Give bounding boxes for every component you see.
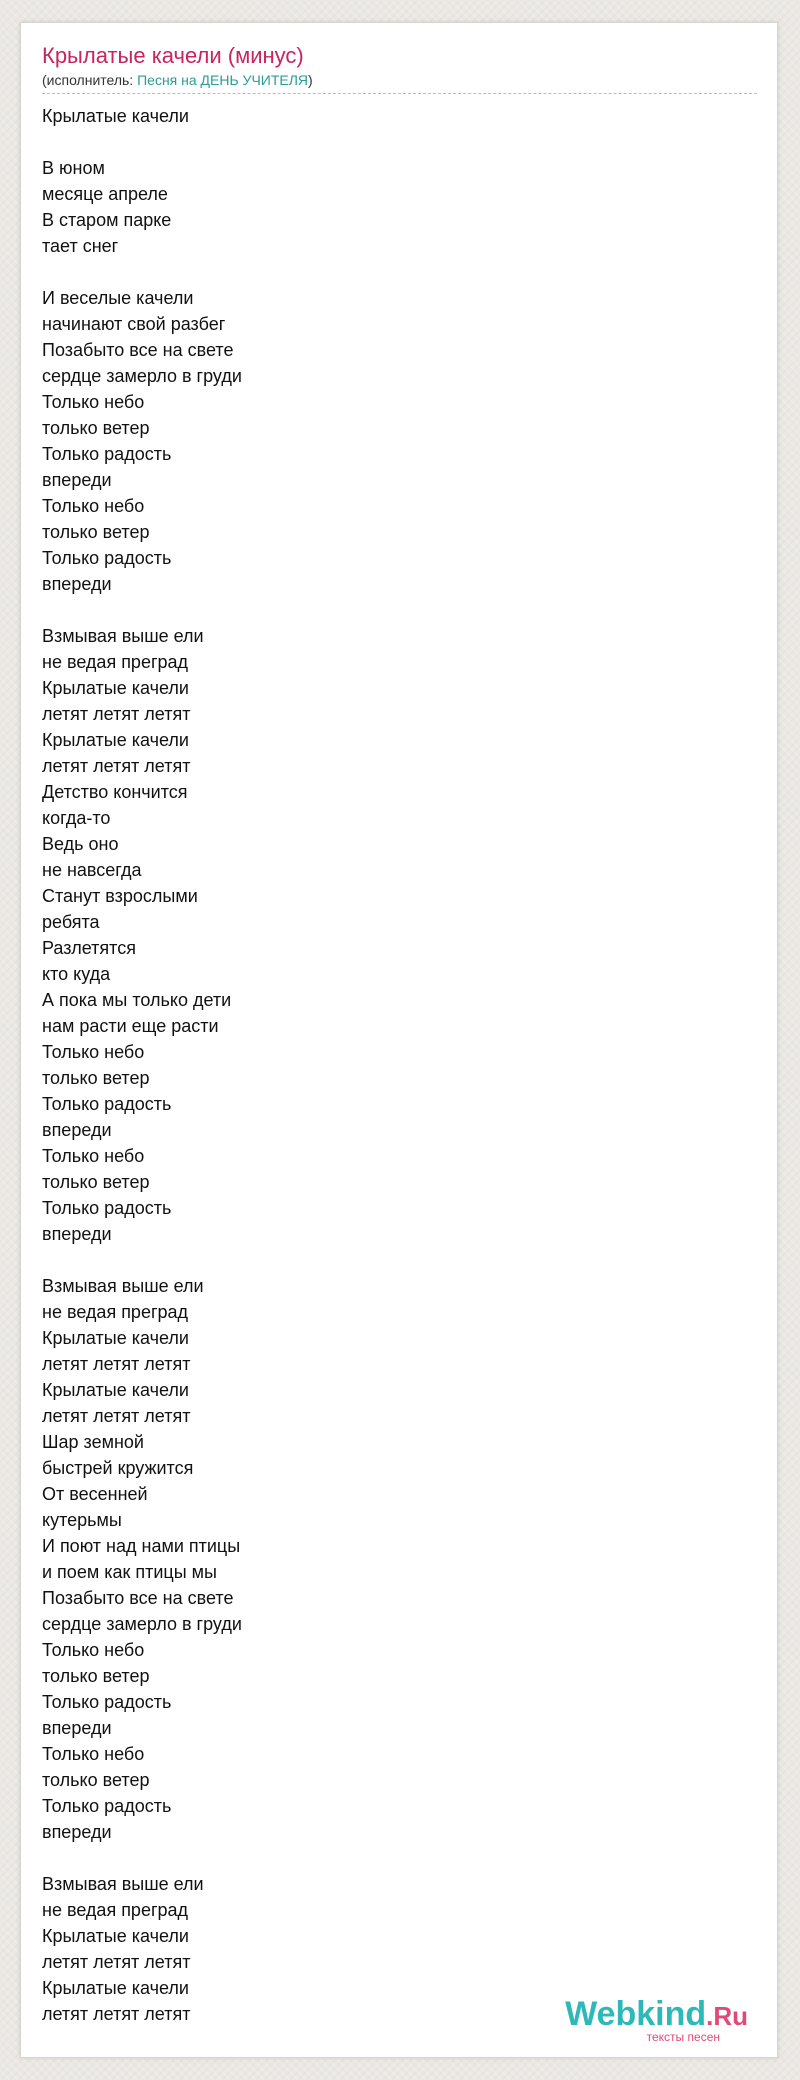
lyric-line: Детство кончится xyxy=(42,782,188,802)
lyric-line: только ветер xyxy=(42,1172,150,1192)
lyric-line: Только радость xyxy=(42,548,172,568)
lyric-line: Крылатые качели xyxy=(42,678,189,698)
lyric-line: Станут взрослыми xyxy=(42,886,198,906)
lyric-line: Взмывая выше ели xyxy=(42,1874,204,1894)
lyric-line: летят летят летят xyxy=(42,1952,191,1972)
webkind-logo xyxy=(548,1994,748,2044)
webkind-logo-text: Webkind.Ru xyxy=(565,1995,748,2033)
stanza-break xyxy=(42,1845,757,1871)
lyric-line: когда-то xyxy=(42,808,111,828)
lyric-line: сердце замерло в груди xyxy=(42,1614,242,1634)
lyric-line: только ветер xyxy=(42,1068,150,1088)
lyric-line: Взмывая выше ели xyxy=(42,626,204,646)
lyric-line: Крылатые качели xyxy=(42,1380,189,1400)
lyric-line: Только небо xyxy=(42,496,145,516)
lyric-line: впереди xyxy=(42,1224,112,1244)
lyric-line: начинают свой разбег xyxy=(42,314,226,334)
artist-prefix: (исполнитель: xyxy=(42,72,138,88)
lyric-line: Позабыто все на свете xyxy=(42,340,234,360)
lyric-line: не навсегда xyxy=(42,860,142,880)
stanza-break xyxy=(42,259,757,285)
lyric-line: не ведая преград xyxy=(42,1302,189,1322)
header-divider xyxy=(42,93,757,94)
lyric-line: Только небо xyxy=(42,1146,145,1166)
lyric-line: только ветер xyxy=(42,522,150,542)
lyric-line: только ветер xyxy=(42,1770,150,1790)
song-title: Крылатые качели (минус) xyxy=(42,43,304,68)
lyrics-card xyxy=(20,22,778,2058)
lyric-line: И веселые качели xyxy=(42,288,194,308)
lyric-line: Крылатые качели xyxy=(42,106,189,126)
artist-line xyxy=(42,71,757,89)
lyric-line: В старом парке xyxy=(42,210,172,230)
lyric-line: не ведая преград xyxy=(42,652,189,672)
lyric-line: Взмывая выше ели xyxy=(42,1276,204,1296)
lyric-line: летят летят летят xyxy=(42,704,191,724)
lyric-line: Ведь оно xyxy=(42,834,119,854)
lyric-line: Крылатые качели xyxy=(42,1978,189,1998)
lyric-line: только ветер xyxy=(42,418,150,438)
lyric-line: нам расти еще расти xyxy=(42,1016,219,1036)
lyric-line: Крылатые качели xyxy=(42,1926,189,1946)
lyric-line: Только небо xyxy=(42,1042,145,1062)
webkind-tagline: тексты песен xyxy=(646,2030,720,2044)
lyric-line: А пока мы только дети xyxy=(42,990,232,1010)
lyric-line: Разлетятся xyxy=(42,938,136,958)
stanza-break xyxy=(42,1247,757,1273)
stanza-break xyxy=(42,597,757,623)
artist-suffix: ) xyxy=(308,72,313,88)
lyric-line: летят летят летят xyxy=(42,756,191,776)
lyric-line: впереди xyxy=(42,1120,112,1140)
lyric-line: Крылатые качели xyxy=(42,1328,189,1348)
lyric-line: быстрей кружится xyxy=(42,1458,194,1478)
lyric-line: впереди xyxy=(42,574,112,594)
lyric-line: летят летят летят xyxy=(42,2004,191,2024)
stanza-break xyxy=(42,129,757,155)
lyric-line: сердце замерло в груди xyxy=(42,366,242,386)
lyric-line: И поют над нами птицы xyxy=(42,1536,241,1556)
lyric-line: впереди xyxy=(42,1822,112,1842)
lyric-line: Только радость xyxy=(42,1094,172,1114)
lyric-line: Только небо xyxy=(42,392,145,412)
lyric-line: Крылатые качели xyxy=(42,730,189,750)
lyric-line: кутерьмы xyxy=(42,1510,122,1530)
lyric-line: впереди xyxy=(42,470,112,490)
lyric-line: и поем как птицы мы xyxy=(42,1562,217,1582)
lyric-line: не ведая преград xyxy=(42,1900,189,1920)
lyric-line: ребята xyxy=(42,912,100,932)
lyric-line: Только небо xyxy=(42,1744,145,1764)
lyric-line: От весенней xyxy=(42,1484,148,1504)
lyric-line: только ветер xyxy=(42,1666,150,1686)
lyric-line: Только радость xyxy=(42,1796,172,1816)
lyrics-text xyxy=(42,103,757,2027)
lyric-line: Только небо xyxy=(42,1640,145,1660)
lyric-line: Только радость xyxy=(42,1198,172,1218)
lyric-line: месяце апреле xyxy=(42,184,168,204)
artist-link[interactable]: Песня на ДЕНЬ УЧИТЕЛЯ xyxy=(137,72,309,88)
lyric-line: В юном xyxy=(42,158,105,178)
song-header xyxy=(42,41,757,89)
lyric-line: Только радость xyxy=(42,1692,172,1712)
lyric-line: кто куда xyxy=(42,964,111,984)
lyric-line: впереди xyxy=(42,1718,112,1738)
lyric-line: летят летят летят xyxy=(42,1406,191,1426)
lyric-line: Позабыто все на свете xyxy=(42,1588,234,1608)
lyric-line: летят летят летят xyxy=(42,1354,191,1374)
lyric-line: Шар земной xyxy=(42,1432,144,1452)
lyric-line: тает снег xyxy=(42,236,119,256)
lyric-line: Только радость xyxy=(42,444,172,464)
